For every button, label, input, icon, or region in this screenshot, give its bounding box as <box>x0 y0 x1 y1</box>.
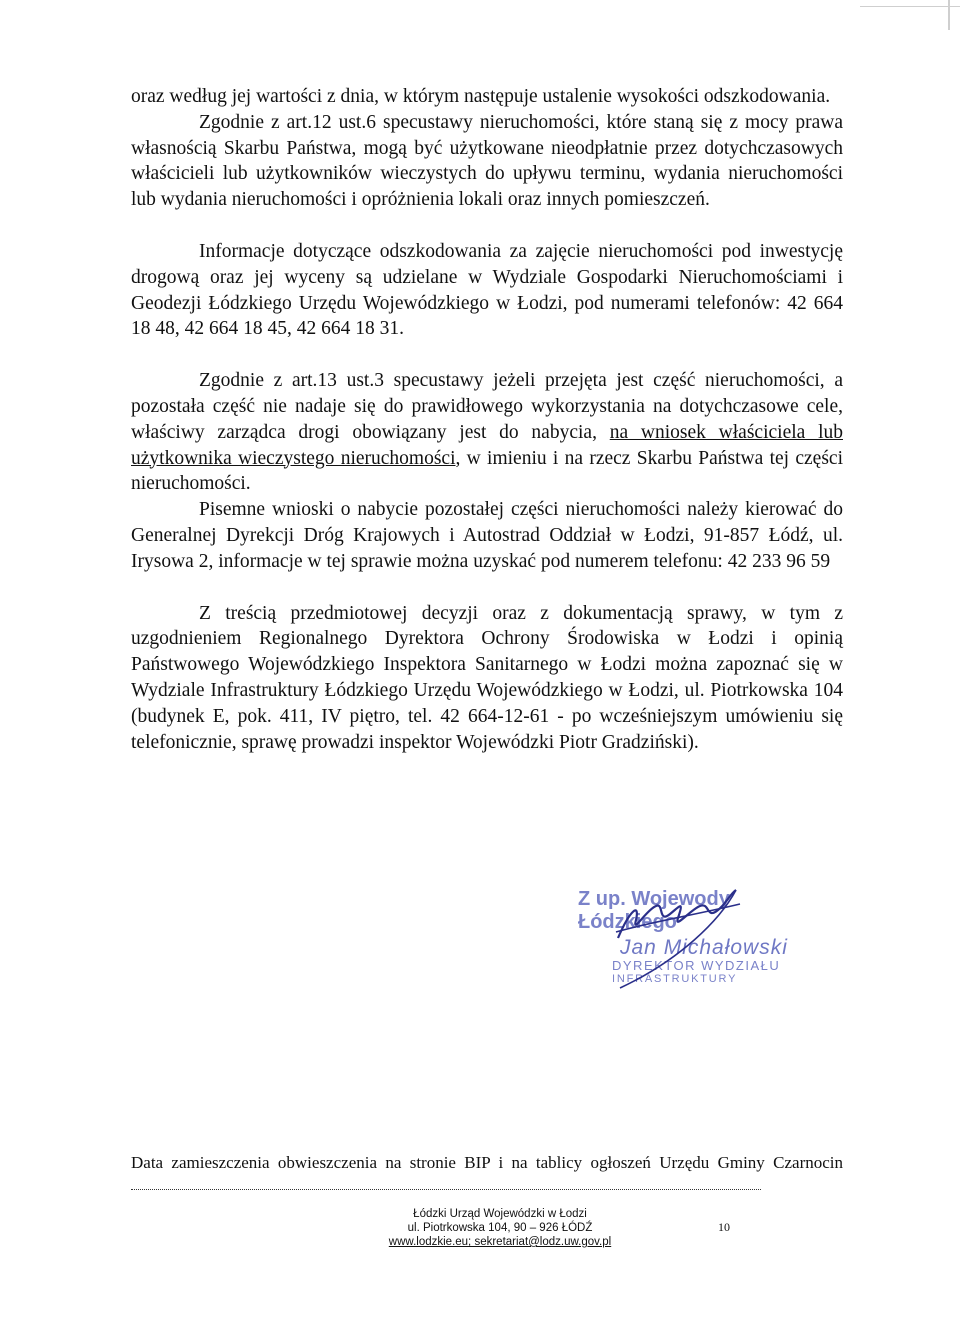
paragraph-5: Pisemne wnioski o nabycie pozostałej części nieruchomości należy kierować do Generalnej Dyrekcji Dróg Krajowych i Autostrad Oddział w Łodzi, 91-857 Łódź, ul. Irysowa 2, informacje w tej sprawie można uzyskać pod numerem telefonu: 42 233 96 59 <box>131 499 843 572</box>
scan-artifact <box>948 0 950 30</box>
paragraph-2: Zgodnie z art.12 ust.6 specustawy nieruchomości, które staną się z mocy prawa własnością Skarbu Państwa, mogą być użytkowane nieodpłatnie przez dotychczasowych właścicieli lub użytkowników wieczystych do upływu terminu, wydania nieruchomości lub wydania nieruchomości i opróżnienia lokali oraz innych pomieszczeń. <box>131 111 843 211</box>
stamp-name: Jan Michałowski <box>620 936 788 959</box>
handwritten-signature <box>560 880 820 990</box>
publication-date-note <box>131 1152 843 1196</box>
paragraph-4 <box>131 368 843 497</box>
paragraph-3: Informacje dotyczące odszkodowania za zajęcie nieruchomości pod inwestycję drogową oraz jej wyceny są udzielane w Wydziale Gospodarki Nieruchomościami i Geodezji Łódzkiego Urzędu Wojewódzkiego w Łodzi, pod numerami telefonów: 42 664 18 48, 42 664 18 45, 42 664 18 31. <box>131 240 843 340</box>
paragraph-6: Z treścią przedmiotowej decyzji oraz z dokumentacją sprawy, w tym z uzgodnieniem Regionalnego Dyrektora Ochrony Środowiska w Łodzi i opinią Państwowego Wojewódzkiego Inspektora Sanitarnego w Łodzi można zapoznać się w Wydziale Infrastruktury Łódzkiego Urzędu Wojewódzkiego w Łodzi, ul. Piotrkowska 104 (budynek E, pok. 411, IV piętro, tel. 42 664-12-61 - po wcześniejszym umówieniu się telefonicznie, sprawę prowadzi inspektor Wojewódzki Piotr Gradziński). <box>131 602 843 753</box>
office-street: ul. Piotrkowska 104, 90 – 926 ŁÓDŹ <box>407 1222 593 1234</box>
office-name: Łódzki Urząd Wojewódzki w Łodzi <box>413 1208 587 1220</box>
body-text <box>131 84 843 755</box>
paragraph-4-underlined: na wniosek właściciela lub użytkownika wieczystego nieruchomości <box>131 421 843 469</box>
page-number: 10 <box>718 1220 730 1234</box>
stamp-title: DYREKTOR WYDZIAŁU <box>612 958 781 973</box>
scan-artifact <box>860 6 960 7</box>
paragraph-1: oraz według jej wartości z dnia, w którym następuje ustalenie wysokości odszkodowania. <box>131 86 831 107</box>
signature-stamp <box>560 880 820 990</box>
fill-in-dotted-line <box>131 1175 761 1190</box>
stamp-authorization-line: Z up. Wojewody Łódzkiego <box>578 888 730 933</box>
office-address-block <box>340 1207 660 1249</box>
stamp-department: INFRASTRUKTURY <box>612 973 738 985</box>
paragraph-4-text-b: , w imieniu i na rzecz Skarbu Państwa tej części nieruchomości. <box>131 447 843 495</box>
paragraph-4-text-a: Zgodnie z art.13 ust.3 specustawy jeżeli przejęta jest część nieruchomości, a pozostała część nie nadaje się do prawidłowego wykorzystania na dotychczasowe cele, właściwy zarządca drogi obowiązany jest do nabycia, <box>131 370 843 443</box>
office-links: www.lodzkie.eu; sekretariat@lodz.uw.gov.pl <box>388 1236 612 1248</box>
publication-date-text: Data zamieszczenia obwieszczenia na stronie BIP i na tablicy ogłoszeń Urzędu Gminy Czarnocin <box>131 1153 843 1172</box>
